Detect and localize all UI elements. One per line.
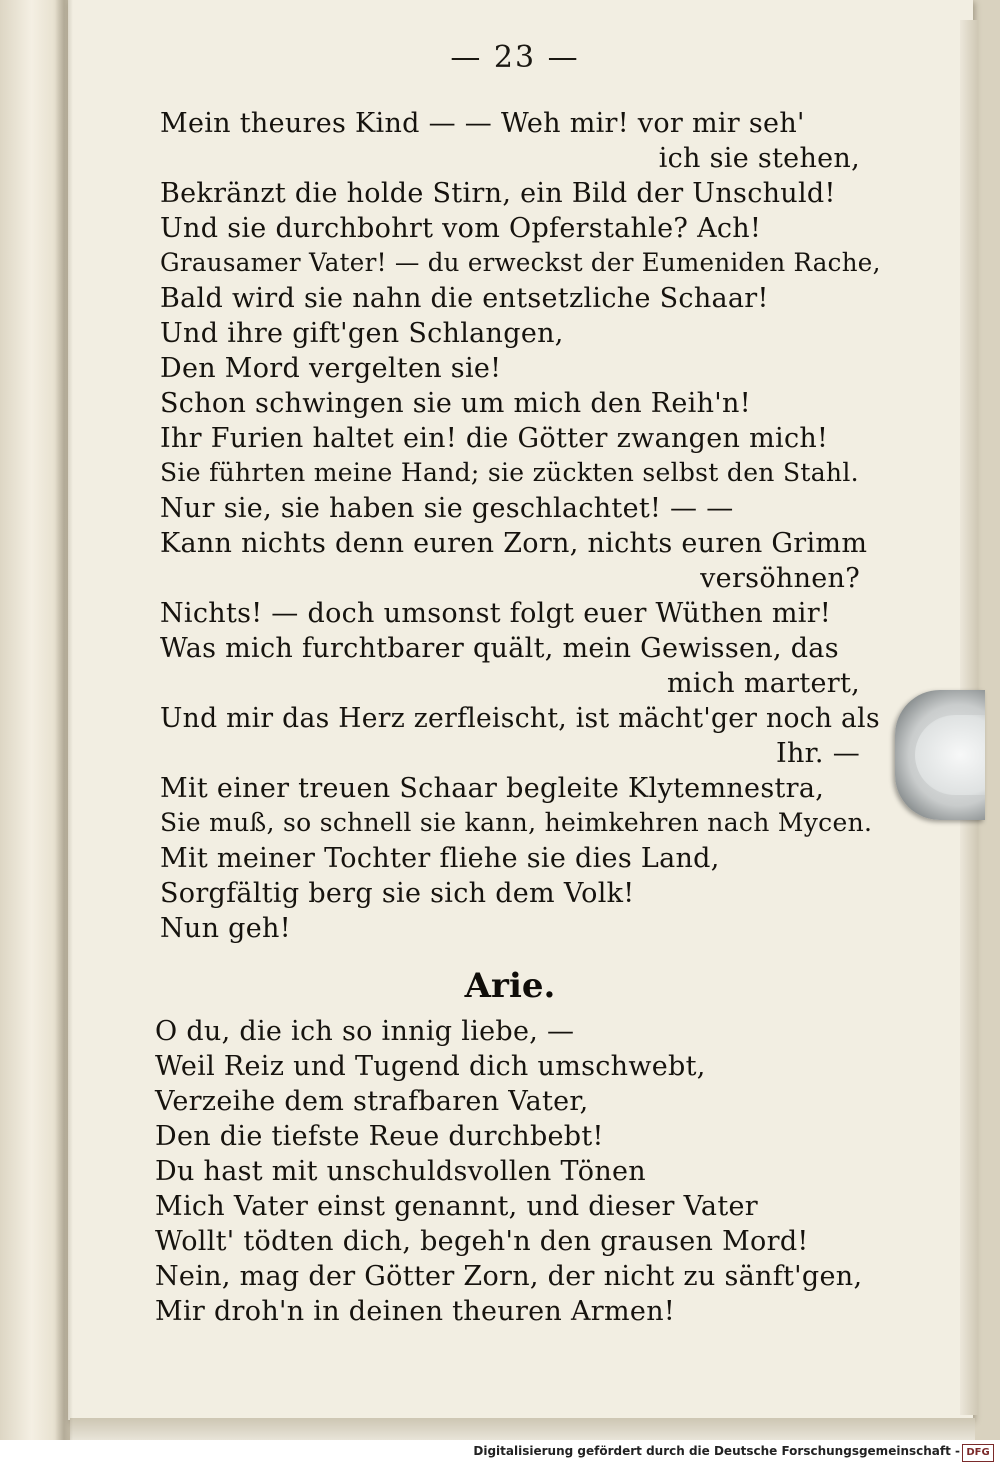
- text-line: Und mir das Herz zerfleischt, ist mächt'ger noch als: [160, 703, 880, 734]
- text-line: Nichts! — doch umsonst folgt euer Wüthen mir!: [160, 598, 832, 629]
- aria-text-line: Wollt' tödten dich, begeh'n den grausen Mord!: [155, 1226, 809, 1257]
- text-line: mich martert,: [666, 668, 860, 699]
- text-line: Grausamer Vater! — du erweckst der Eumeniden Rache,: [160, 248, 881, 277]
- text-line: Und ihre gift'gen Schlangen,: [160, 318, 564, 349]
- aria-text-line: Verzeihe dem strafbaren Vater,: [155, 1086, 589, 1117]
- text-line: Mit einer treuen Schaar begleite Klytemnestra,: [160, 773, 825, 804]
- paper-clip-inner: [915, 715, 985, 795]
- text-line: versöhnen?: [700, 563, 860, 594]
- text-line: Sie muß, so schnell sie kann, heimkehren nach Mycen.: [160, 808, 873, 837]
- text-line: Ihr Furien haltet ein! die Götter zwangen mich!: [160, 423, 829, 454]
- gutter-shadow: [55, 0, 73, 1440]
- aria-text-line: Den die tiefste Reue durchbebt!: [155, 1121, 604, 1152]
- aria-text-line: O du, die ich so innig liebe, —: [155, 1016, 575, 1047]
- text-line: Sie führten meine Hand; sie zückten selbst den Stahl.: [160, 458, 859, 487]
- text-line: Sorgfältig berg sie sich dem Volk!: [160, 878, 635, 909]
- aria-text-line: Weil Reiz und Tugend dich umschwebt,: [155, 1051, 706, 1082]
- text-line: Bekränzt die holde Stirn, ein Bild der Unschuld!: [160, 178, 836, 209]
- text-line: Nur sie, sie haben sie geschlachtet! — —: [160, 493, 734, 524]
- text-line: Und sie durchbohrt vom Opferstahle? Ach!: [160, 213, 762, 244]
- text-line: Ihr. —: [776, 738, 860, 769]
- page-number: — 23 —: [450, 40, 580, 75]
- aria-text-line: Du hast mit unschuldsvollen Tönen: [155, 1156, 646, 1187]
- text-line: Schon schwingen sie um mich den Reih'n!: [160, 388, 751, 419]
- digitization-footer: [0, 1440, 1000, 1466]
- text-line: Mit meiner Tochter fliehe sie dies Land,: [160, 843, 720, 874]
- text-line: Mein theures Kind — — Weh mir! vor mir seh': [160, 108, 805, 139]
- text-line: ich sie stehen,: [658, 143, 860, 174]
- text-line: Bald wird sie nahn die entsetzliche Schaar!: [160, 283, 769, 314]
- aria-heading: Arie.: [464, 966, 556, 1006]
- page-bottom-edge: [70, 1418, 975, 1440]
- text-line: Kann nichts denn euren Zorn, nichts euren Grimm: [160, 528, 868, 559]
- footer-credit: Digitalisierung gefördert durch die Deutsche Forschungsgemeinschaft -: [473, 1444, 960, 1458]
- aria-text-line: Mich Vater einst genannt, und dieser Vater: [155, 1191, 758, 1222]
- text-line: Nun geh!: [160, 913, 291, 944]
- text-line: Den Mord vergelten sie!: [160, 353, 502, 384]
- aria-text-line: Mir droh'n in deinen theuren Armen!: [155, 1296, 676, 1327]
- dfg-logo: DFG: [962, 1444, 994, 1462]
- text-line: Was mich furchtbarer quält, mein Gewissen, das: [160, 633, 839, 664]
- aria-text-line: Nein, mag der Götter Zorn, der nicht zu sänft'gen,: [155, 1261, 863, 1292]
